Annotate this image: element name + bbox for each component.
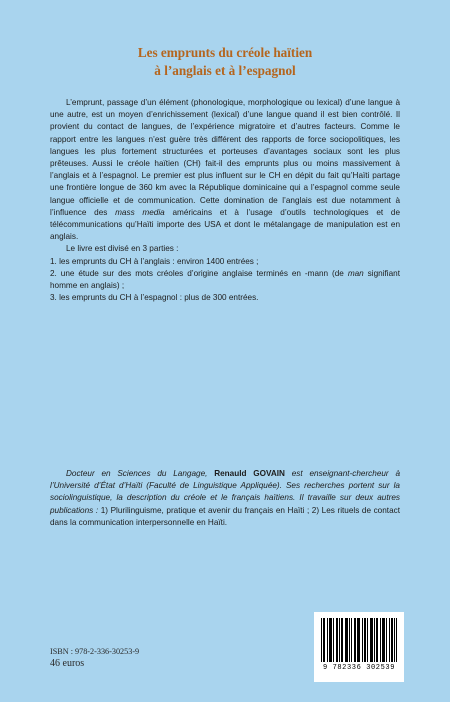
- isbn: ISBN : 978-2-336-30253-9: [50, 647, 140, 656]
- author-bio: [50, 468, 400, 529]
- bio-part-3: 1) Plurilinguisme, pratique et avenir du français en Haïti ; 2) Les rituels de contact dans la communication interpersonnelle en Haïti: [50, 505, 400, 527]
- barcode-number: 9 782336 302539: [322, 664, 395, 672]
- title-line-1: Les emprunts du créole haïtien: [137, 45, 313, 60]
- summary-para1-text: L’emprunt, passage d’un élément (phonologique, morphologique ou lexical) d’une langue à une autre, est un moyen d’enrichissement (lexical) d’une langue quand il est bien contrôlé. Il provient du contact de langues, de l’expérience migratoire et d’autres facteurs. Comme le rapport entre les langues n’est guère très différent des rapports de force sociopolitiques, les langues les plus fortement structurées et porteuses d’avantages sociaux sont les plus prêteuses. Aussi le créole haïtien (CH) fait-il des emprunts plus ou moins massivement à l’anglais et à l’espagnol. Le premier est plus influent sur le CH en dépit du fait qu’Haïti partage une frontière longue de 360 km avec la République dominicaine qui a l’espagnol comme seule langue officielle et de communication. Cette domination de l’anglais est due notamment à l’influence des: [50, 98, 400, 217]
- mass-media-term: mass media: [115, 207, 165, 217]
- summary-para1-end: américains et à l’usage d’outils technologiques et de télécommunications qu’Haïti importe des USA et dont le métalangage de manipulation est en anglais.: [50, 207, 401, 242]
- list-item-1: 1. les emprunts du CH à l’anglais : environ 1400 entrées ;: [50, 256, 259, 266]
- price: 46 euros: [50, 658, 85, 669]
- summary-paragraph-2: Le livre est divisé en 3 parties :: [66, 244, 179, 254]
- title-line-2: à l’anglais et à l’espagnol: [154, 63, 296, 78]
- bio-part-2: est enseignant-chercheur à l’Université d’État d’Haïti (Faculté de Linguistique Appliquée). Ses recherches portent sur la sociolinguistique, la description du créole et le français haïtiens. Il travaille sur deux autres publications :: [50, 469, 400, 515]
- list-item-2-b: signifiant homme en anglais) ;: [50, 268, 400, 291]
- list-item-2-a: 2. une étude sur des mots créoles d’origine anglaise terminés en -mann (de: [50, 268, 348, 278]
- summary-paragraph-1: [50, 97, 400, 243]
- bio-paragraph: [50, 468, 400, 529]
- list-item-3: 3. les emprunts du CH à l’espagnol : plus de 300 entrées.: [50, 293, 259, 303]
- barcode-bars: [320, 618, 398, 664]
- author-name: Renauld GOVAIN: [214, 469, 285, 478]
- bio-part-4: .: [224, 517, 228, 527]
- summary-text: [50, 97, 400, 304]
- list-item-2: [50, 268, 400, 292]
- barcode: [314, 612, 404, 682]
- bio-part-1: Docteur en Sciences du Langage,: [66, 469, 215, 478]
- man-term: man: [347, 268, 364, 278]
- book-title: [0, 44, 450, 80]
